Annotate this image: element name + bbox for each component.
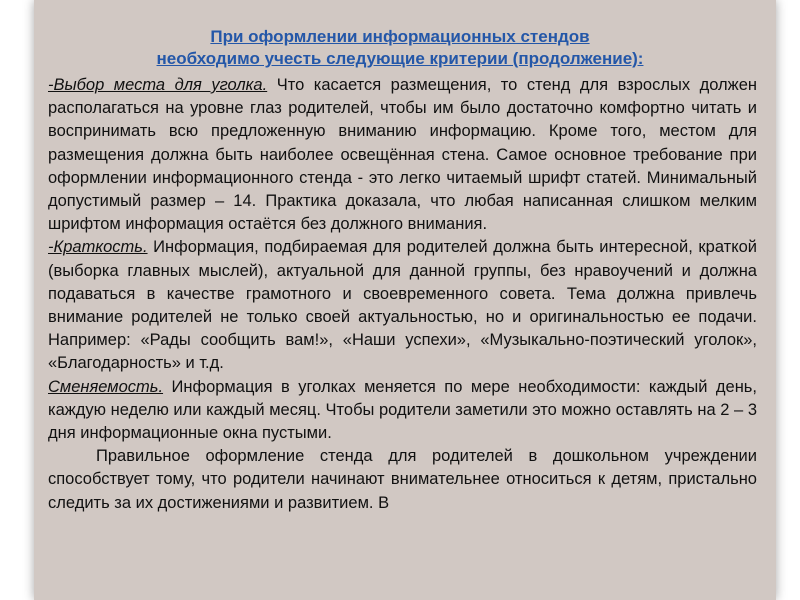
- section-location-text: Что касается размещения, то стенд для взрослых должен располагаться на уровне глаз родителей, чтобы им было достаточно комфортно читать и воспринимать всю предложенную вниманию информацию. Кроме того, местом для размещения должна быть наиболее освещённая стена. Самое основное требование при оформлении информационного стенда - это легко читаемый шрифт статей. Минимальный допустимый размер – 14. Практика доказала, что любая написанная слишком мелким шрифтом информация остаётся без должного внимания.: [48, 76, 757, 234]
- body-text: [48, 74, 757, 515]
- title-line-1: При оформлении информационных стендов: [210, 27, 590, 46]
- section-rotation-lead: Сменяемость.: [48, 377, 164, 396]
- section-brevity-text: Информация, подбираемая для родителей должна быть интересной, краткой (выборка главных мыслей), актуальной для данной группы, без нравоучений и должна подаваться в качестве грамотного и своевременного совета. Тема должна привлечь внимание родителей не только своей актуальностью, но и оригинальностью ее подачи. Например: «Рады сообщить вам!», «Наши успехи», «Музыкально-поэтический уголок», «Благодарность» и т.д.: [48, 238, 757, 373]
- section-rotation: [48, 376, 757, 446]
- closing-paragraph: Правильное оформление стенда для родителей в дошкольном учреждении способствует тому, что родители начинают внимательнее относиться к детям, пристально следить за их достижениями и развитием. В: [48, 447, 757, 512]
- section-location-lead: -Выбор места для уголка.: [48, 76, 268, 94]
- section-brevity: [48, 236, 757, 375]
- title-line-2: необходимо учесть следующие критерии (продолжение):: [156, 49, 644, 68]
- section-location: [48, 74, 757, 236]
- section-rotation-text: Информация в уголках меняется по мере необходимости: каждый день, каждую неделю или каждый месяц. Чтобы родители заметили это можно оставлять на 2 – 3 дня информационные окна пустыми.: [48, 377, 757, 443]
- section-brevity-lead: -Краткость.: [48, 238, 148, 257]
- slide-title: [48, 26, 752, 70]
